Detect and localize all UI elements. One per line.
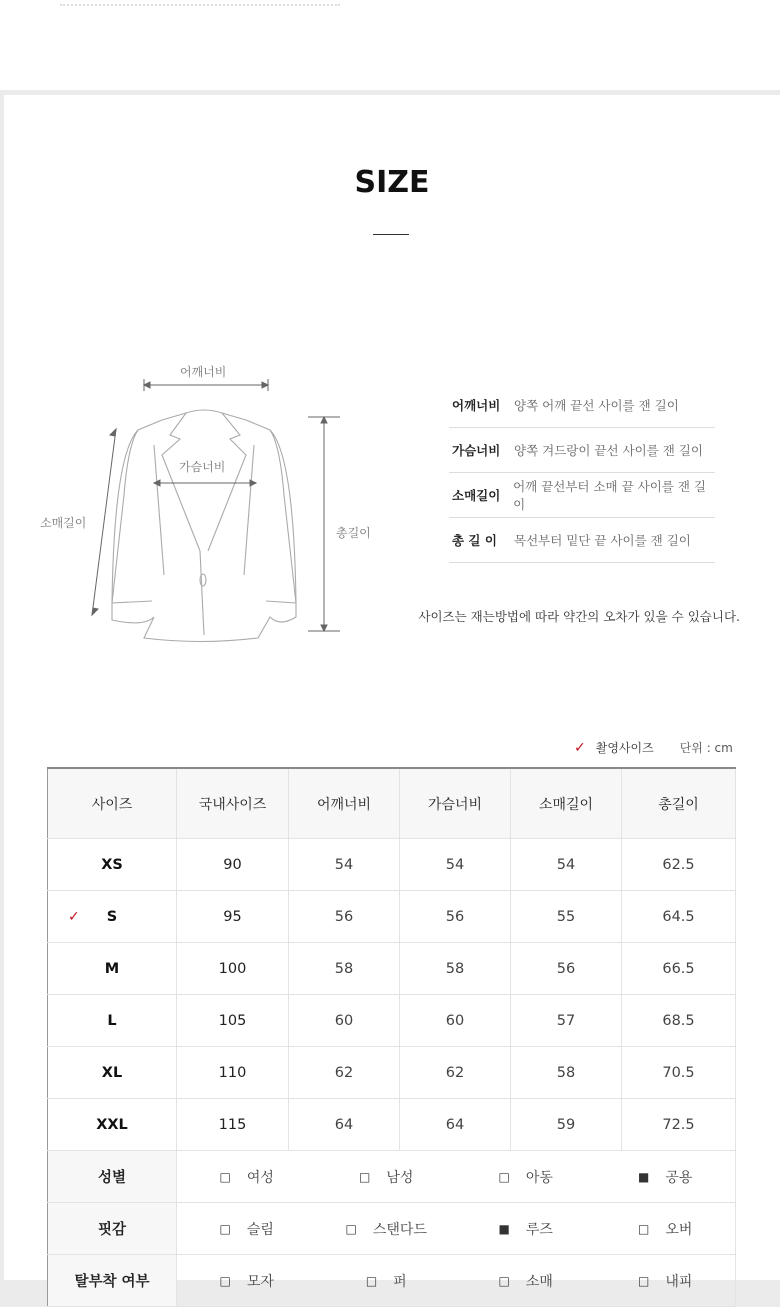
header-chest: 가슴너비 [400, 768, 511, 839]
option-label: 슬림 [246, 1221, 274, 1238]
option-over [596, 1219, 736, 1239]
header-domestic: 국내사이즈 [177, 768, 289, 839]
table-row [48, 1099, 736, 1151]
size-cell: XL [48, 1047, 177, 1099]
table-meta [574, 739, 733, 756]
legend-row [449, 428, 715, 473]
legend-desc: 목선부터 밑단 끝 사이를 잰 길이 [514, 533, 691, 548]
option-label: 스탠다드 [372, 1221, 427, 1238]
table-row [48, 943, 736, 995]
option-standard [317, 1219, 457, 1239]
table-row [48, 995, 736, 1047]
size-table [47, 767, 736, 1307]
check-icon: ✓ [574, 739, 586, 756]
gender-label: 성별 [48, 1151, 177, 1203]
top-band [0, 0, 780, 90]
legend-term: 소매길이 [452, 488, 501, 503]
legend-row [449, 518, 715, 563]
checkbox-icon: □ [638, 1273, 650, 1288]
measurement-legend [449, 383, 715, 563]
option-label: 공용 [665, 1169, 693, 1186]
measurement-note: 사이즈는 재는방법에 따라 약간의 오차가 있을 수 있습니다. [418, 609, 740, 624]
check-icon: ✓ [68, 908, 80, 925]
checkbox-icon: □ [219, 1221, 231, 1236]
gender-options [177, 1151, 736, 1203]
checkbox-icon: □ [219, 1273, 231, 1288]
table-row [48, 891, 736, 943]
chest-cell: 62 [400, 1047, 511, 1099]
legend-term: 총 길 이 [452, 533, 497, 548]
shoulder-cell: 62 [289, 1047, 400, 1099]
detachable-label: 탈부착 여부 [48, 1255, 177, 1307]
size-value: S [106, 908, 118, 925]
option-label: 남성 [386, 1169, 414, 1186]
chest-cell: 64 [400, 1099, 511, 1151]
sleeve-cell: 55 [511, 891, 622, 943]
header-sleeve: 소매길이 [511, 768, 622, 839]
detachable-options [177, 1255, 736, 1307]
jacket-diagram [4, 355, 424, 655]
sleeve-cell: 59 [511, 1099, 622, 1151]
shoulder-cell: 64 [289, 1099, 400, 1151]
option-label: 소매 [525, 1273, 553, 1290]
option-label: 모자 [246, 1273, 274, 1290]
option-label: 루즈 [525, 1221, 553, 1238]
legend-desc: 양쪽 어깨 끝선 사이를 잰 길이 [514, 398, 679, 413]
table-header-row [48, 768, 736, 839]
shoulder-cell: 54 [289, 839, 400, 891]
checkbox-icon: □ [359, 1169, 371, 1184]
checkbox-icon: □ [365, 1273, 378, 1288]
option-label: 내피 [665, 1273, 693, 1290]
legend-desc: 어깨 끝선부터 소매 끝 사이를 잰 길이 [513, 479, 706, 512]
domestic-cell: 115 [177, 1099, 289, 1151]
shoulder-cell: 56 [289, 891, 400, 943]
detachable-row [48, 1255, 736, 1307]
legend-term: 어깨너비 [452, 398, 501, 413]
domestic-cell: 90 [177, 839, 289, 891]
chest-cell: 58 [400, 943, 511, 995]
option-women [177, 1167, 317, 1187]
checkbox-icon: □ [498, 1273, 510, 1288]
sleeve-cell: 56 [511, 943, 622, 995]
domestic-cell: 95 [177, 891, 289, 943]
fit-row [48, 1203, 736, 1255]
size-cell: L [48, 995, 177, 1047]
option-loose [456, 1219, 596, 1239]
length-label: 총길이 [336, 526, 371, 540]
shoulder-cell: 58 [289, 943, 400, 995]
option-lining [596, 1271, 736, 1291]
sleeve-label: 소매길이 [40, 516, 87, 530]
section-title: SIZE [354, 165, 430, 200]
sleeve-cell: 57 [511, 995, 622, 1047]
size-cell: XXL [48, 1099, 177, 1151]
chest-cell: 60 [400, 995, 511, 1047]
shoulder-label: 어깨너비 [180, 365, 227, 379]
checkbox-filled-icon: ■ [498, 1221, 510, 1236]
length-cell: 64.5 [622, 891, 736, 943]
size-cell [48, 891, 177, 943]
legend-desc: 양쪽 겨드랑이 끝선 사이를 잰 길이 [514, 443, 703, 458]
checkbox-filled-icon: ■ [638, 1169, 650, 1184]
sleeve-cell: 54 [511, 839, 622, 891]
table-row [48, 839, 736, 891]
option-men [317, 1167, 457, 1187]
domestic-cell: 105 [177, 995, 289, 1047]
option-fur [317, 1271, 457, 1291]
fit-label: 핏감 [48, 1203, 177, 1255]
checkbox-icon: □ [219, 1169, 231, 1184]
option-label: 퍼 [393, 1273, 407, 1290]
fit-options [177, 1203, 736, 1255]
option-sleeve [456, 1271, 596, 1291]
checkbox-icon: □ [498, 1169, 510, 1184]
domestic-cell: 100 [177, 943, 289, 995]
sleeve-cell: 58 [511, 1047, 622, 1099]
shoulder-cell: 60 [289, 995, 400, 1047]
option-slim [177, 1219, 317, 1239]
header-shoulder: 어깨너비 [289, 768, 400, 839]
legend-term: 가슴너비 [452, 443, 501, 458]
length-cell: 68.5 [622, 995, 736, 1047]
cut-off-text [60, 0, 340, 6]
gender-row [48, 1151, 736, 1203]
chest-label: 가슴너비 [179, 460, 226, 474]
option-kids [456, 1167, 596, 1187]
option-unisex [596, 1167, 736, 1187]
option-label: 여성 [246, 1169, 274, 1186]
size-cell: M [48, 943, 177, 995]
chest-cell: 56 [400, 891, 511, 943]
header-size: 사이즈 [48, 768, 177, 839]
table-row [48, 1047, 736, 1099]
legend-row [449, 473, 715, 518]
legend-row [449, 383, 715, 428]
option-label: 오버 [665, 1221, 693, 1238]
header-length: 총길이 [622, 768, 736, 839]
option-hood [177, 1271, 317, 1291]
option-label: 아동 [525, 1169, 553, 1186]
shooting-size-label: 촬영사이즈 [595, 741, 654, 755]
length-cell: 66.5 [622, 943, 736, 995]
length-cell: 62.5 [622, 839, 736, 891]
unit-label: 단위 : cm [679, 741, 733, 755]
chest-cell: 54 [400, 839, 511, 891]
size-cell: XS [48, 839, 177, 891]
jacket-illustration [4, 355, 424, 655]
size-sheet [4, 95, 780, 1290]
checkbox-icon: □ [638, 1221, 650, 1236]
title-divider [373, 234, 409, 235]
domestic-cell: 110 [177, 1047, 289, 1099]
length-cell: 70.5 [622, 1047, 736, 1099]
checkbox-icon: □ [345, 1221, 357, 1236]
length-cell: 72.5 [622, 1099, 736, 1151]
